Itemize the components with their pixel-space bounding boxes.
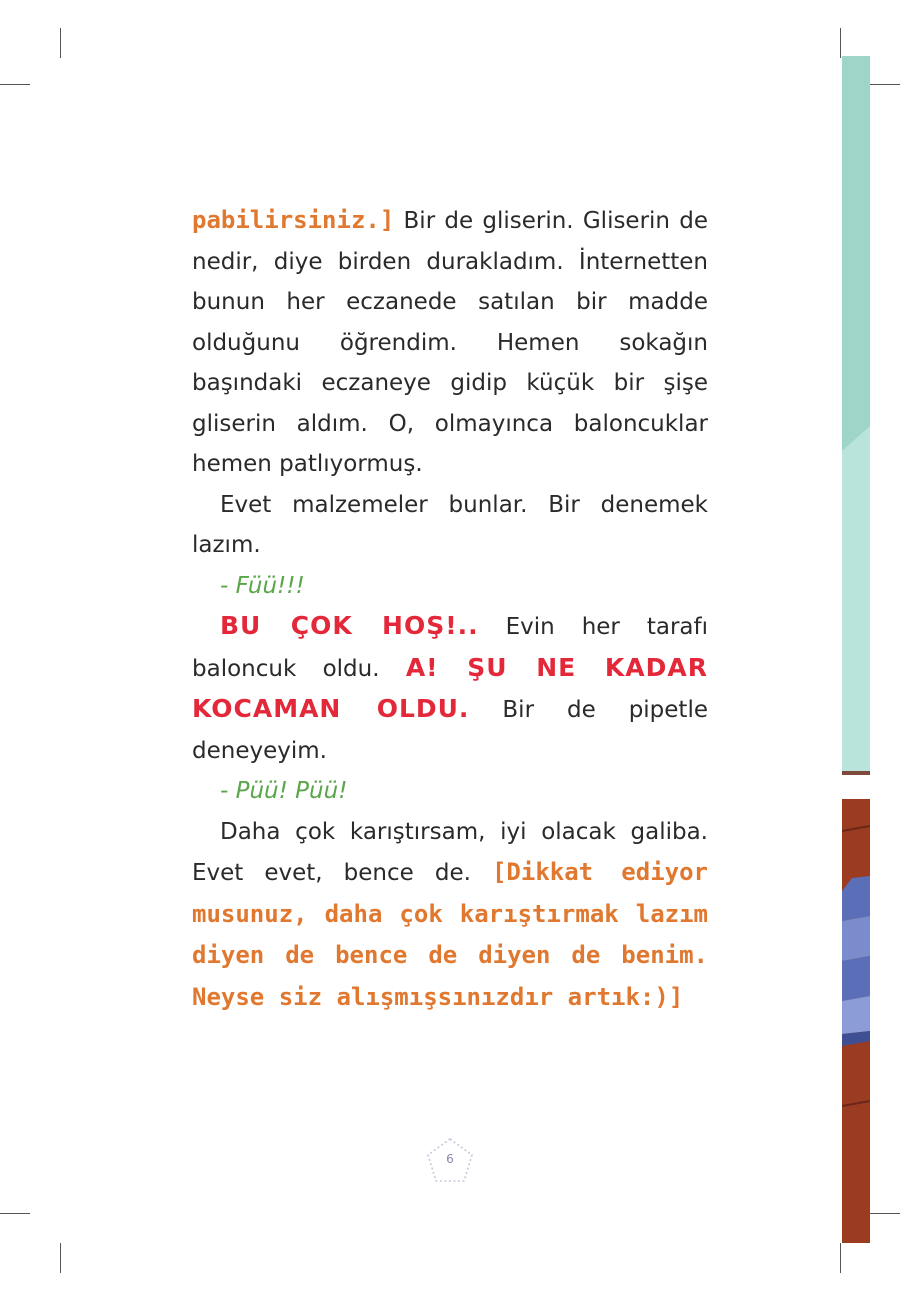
sound-effect-1: - Füü!!! (220, 572, 305, 599)
crop-mark-top-right (840, 28, 841, 58)
crop-mark-left-bottom (0, 1213, 30, 1214)
paragraph-4 (192, 812, 708, 1019)
shout-1: BU ÇOK HOŞ!.. (220, 611, 479, 640)
paragraph-1 (192, 200, 708, 485)
page-number-badge (425, 1136, 475, 1186)
story-text (192, 200, 708, 1018)
emphasis-continuation: pabilirsiniz.] (192, 206, 395, 234)
shout-2: A! ŞU NE KADAR KOCAMAN OLDU. (192, 652, 708, 723)
crop-mark-left-top (0, 84, 30, 85)
crop-mark-bottom-left (60, 1243, 61, 1273)
crop-mark-right-top (870, 84, 900, 85)
paragraph-3-text-2: Bir de pipetle deneyeyim. (192, 697, 708, 764)
paragraph-3 (192, 606, 708, 771)
paragraph-1-text: Bir de gliserin. Gliserin de nedir, diye birden durakladım. İnternetten bunun her eczanede satılan bir madde olduğunu öğrendim. Hemen sokağın başındaki eczaneye gidip küçük bir şişe gliserin aldım. O, olmayınca baloncuklar hemen patlıyormuş. (192, 208, 708, 477)
crop-mark-bottom-right (840, 1243, 841, 1273)
paragraph-2: Evet malzemeler bunlar. Bir denemek lazım. (192, 491, 708, 558)
sound-effect-2: - Püü! Püü! (220, 778, 348, 804)
crop-mark-right-bottom (870, 1213, 900, 1214)
paragraph-4-text: Daha çok karıştırsam, iyi olacak galiba. Evet evet, bence de. (192, 818, 708, 886)
crop-mark-top-left (60, 28, 61, 58)
side-illustration-strip (842, 56, 870, 1243)
page-number: 6 (446, 1152, 454, 1166)
paragraph-3-text-1: Evin her tarafı baloncuk oldu. (192, 614, 708, 682)
narrator-aside: [Dikkat ediyor musunuz, daha çok karıştırmak lazım diyen de bence de diyen de benim. Neyse siz alışmışsınızdır artık:)] (192, 858, 709, 1011)
